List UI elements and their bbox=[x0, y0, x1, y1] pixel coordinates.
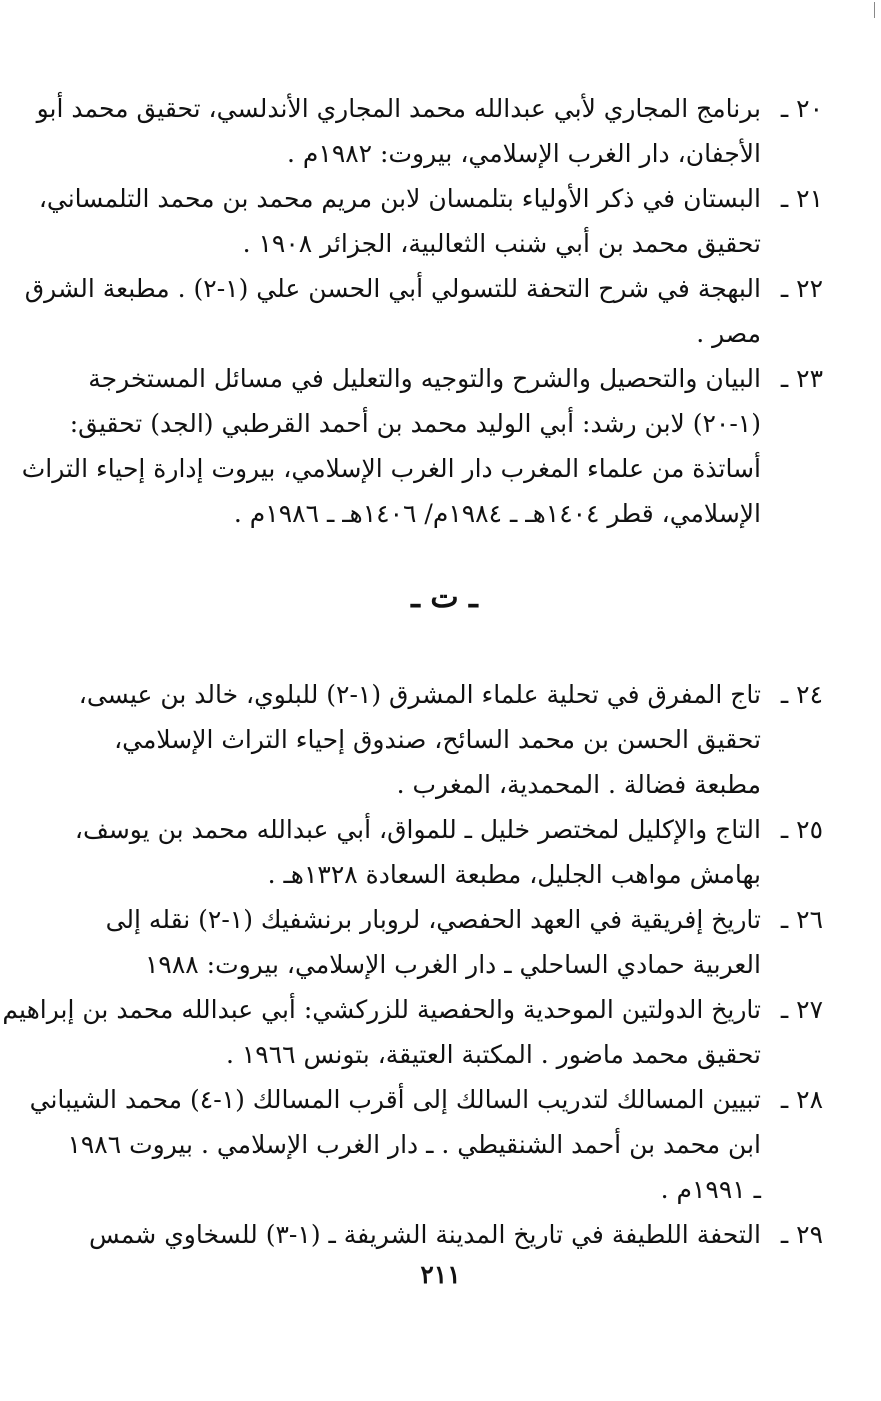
entry-line: التاج والإكليل لمختصر خليل ـ للمواق، أبي عبدالله محمد بن يوسف، bbox=[74, 815, 761, 844]
entry-line: تاريخ الدولتين الموحدية والحفصية للزركشي: أبي عبدالله محمد بن إبراهيم bbox=[2, 995, 761, 1024]
entry-line: بهامش مواهب الجليل، مطبعة السعادة ١٣٢٨هـ . bbox=[267, 860, 761, 889]
entry-line: تاريخ إفريقية في العهد الحفصي، لروبار برنشفيك (١-٢) نقله إلى bbox=[105, 905, 761, 934]
entry-text bbox=[66, 897, 761, 987]
entry-text bbox=[66, 807, 761, 897]
entry-number: ٢٥ ـ bbox=[780, 815, 823, 844]
entry-number: ٢٧ ـ bbox=[780, 995, 823, 1024]
bibliography-list-ta bbox=[2, 672, 823, 1257]
entry-line: (١-٢٠) لابن رشد: أبي الوليد محمد بن أحمد القرطبي (الجد) تحقيق: bbox=[69, 409, 761, 438]
bibliography-entry bbox=[36, 86, 823, 176]
entry-number: ٢١ ـ bbox=[780, 184, 823, 213]
entry-number: ٢٢ ـ bbox=[780, 274, 823, 303]
entry-text bbox=[25, 266, 761, 356]
entry-line: البيان والتحصيل والشرح والتوجيه والتعليل في مسائل المستخرجة bbox=[88, 364, 761, 393]
entry-number: ٢٣ ـ bbox=[780, 364, 823, 393]
bibliography-entry bbox=[66, 672, 823, 807]
bibliography-entry bbox=[21, 356, 823, 536]
entry-line: أساتذة من علماء المغرب دار الغرب الإسلامي، بيروت إدارة إحياء التراث bbox=[21, 454, 761, 483]
bibliography-entry bbox=[66, 807, 823, 897]
bibliography-entry bbox=[29, 1077, 823, 1212]
entry-line: ـ ١٩٩١م . bbox=[660, 1175, 761, 1204]
entry-text bbox=[66, 1212, 761, 1257]
entry-line: مصر . bbox=[696, 319, 761, 348]
entry-text bbox=[39, 176, 761, 266]
entry-number: ٢٠ ـ bbox=[780, 94, 823, 123]
entry-number: ٢٩ ـ bbox=[780, 1220, 823, 1249]
entry-line: تبيين المسالك لتدريب السالك إلى أقرب المسالك (١-٤) محمد الشيباني bbox=[29, 1085, 761, 1114]
entry-line: مطبعة فضالة . المحمدية، المغرب . bbox=[396, 770, 761, 799]
bibliography-entry bbox=[66, 1212, 823, 1257]
entry-number: ٢٨ ـ bbox=[780, 1085, 823, 1114]
entry-text bbox=[66, 672, 761, 807]
entry-number: ٢٦ ـ bbox=[780, 905, 823, 934]
section-heading-ta: ـ ت ـ bbox=[411, 580, 478, 615]
bibliography-entry bbox=[66, 897, 823, 987]
scan-corner-mark bbox=[874, 2, 875, 18]
entry-line: العربية حمادي الساحلي ـ دار الغرب الإسلامي، بيروت: ١٩٨٨ bbox=[144, 950, 761, 979]
page-number: ٢١١ bbox=[420, 1260, 461, 1289]
entry-line: ابن محمد بن أحمد الشنقيطي . ـ دار الغرب الإسلامي . بيروت ١٩٨٦ bbox=[67, 1130, 761, 1159]
entry-line: تاج المفرق في تحلية علماء المشرق (١-٢) للبلوي، خالد بن عيسى، bbox=[78, 680, 761, 709]
entry-line: تحقيق محمد ماضور . المكتبة العتيقة، بتونس ١٩٦٦ . bbox=[225, 1040, 761, 1069]
entry-text bbox=[2, 987, 761, 1077]
entry-line: تحقيق محمد بن أبي شنب الثعالبية، الجزائر ١٩٠٨ . bbox=[242, 229, 761, 258]
entry-text bbox=[22, 356, 761, 536]
entry-line: تحقيق الحسن بن محمد السائح، صندوق إحياء التراث الإسلامي، bbox=[114, 725, 761, 754]
bibliography-entry bbox=[24, 266, 823, 356]
entry-line: برنامج المجاري لأبي عبدالله محمد المجاري الأندلسي، تحقيق محمد أبو bbox=[36, 94, 761, 123]
entry-number: ٢٤ ـ bbox=[780, 680, 823, 709]
entry-line: البهجة في شرح التحفة للتسولي أبي الحسن علي (١-٢) . مطبعة الشرق bbox=[24, 274, 761, 303]
bibliography-list-ba bbox=[21, 86, 823, 536]
entry-line: الأجفان، دار الغرب الإسلامي، بيروت: ١٩٨٢م . bbox=[287, 139, 761, 168]
bibliography-entry bbox=[38, 176, 823, 266]
entry-text bbox=[37, 86, 761, 176]
bibliography-page bbox=[2, 86, 823, 1257]
entry-line: البستان في ذكر الأولياء بتلمسان لابن مريم محمد بن محمد التلمساني، bbox=[38, 184, 761, 213]
entry-line: الإسلامي، قطر ١٤٠٤هـ ـ ١٩٨٤م/ ١٤٠٦هـ ـ ١٩٨٦م . bbox=[233, 499, 761, 528]
bibliography-entry bbox=[2, 987, 823, 1077]
entry-text bbox=[30, 1077, 761, 1212]
entry-line: التحفة اللطيفة في تاريخ المدينة الشريفة ـ (١-٣) للسخاوي شمس bbox=[88, 1220, 761, 1249]
